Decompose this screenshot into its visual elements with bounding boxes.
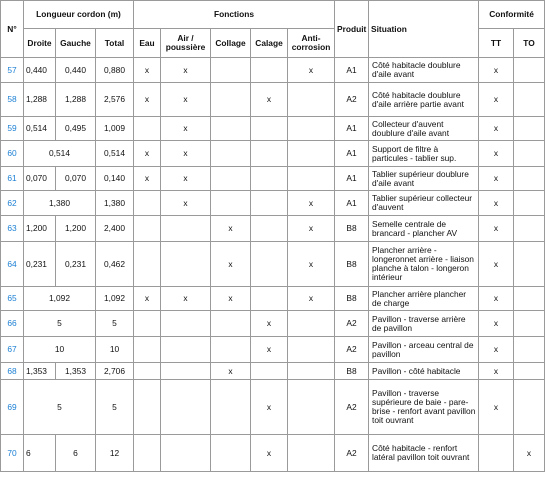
cell-gauche: 0,495 (56, 117, 96, 141)
cell-produit: A1 (335, 191, 369, 216)
cell-anticorrosion: x (288, 191, 335, 216)
cell-total: 1,092 (96, 287, 134, 311)
cell-eau (134, 191, 161, 216)
cell-total: 2,400 (96, 216, 134, 242)
cell-droite: 0,231 (24, 242, 56, 287)
cell-eau: x (134, 287, 161, 311)
cell-eau (134, 216, 161, 242)
cell-air (161, 435, 211, 472)
table-row (1, 435, 545, 472)
cell-tt: x (479, 216, 514, 242)
cell-air (161, 337, 211, 363)
cell-total: 1,380 (96, 191, 134, 216)
header-to: TO (514, 29, 545, 58)
row-number: 65 (1, 287, 24, 311)
cell-collage (211, 117, 251, 141)
cell-anticorrosion: x (288, 242, 335, 287)
cell-collage: x (211, 242, 251, 287)
table-row (1, 363, 545, 380)
row-number: 61 (1, 167, 24, 191)
cell-tt: x (479, 141, 514, 167)
cell-gauche: 0,440 (56, 58, 96, 83)
cell-eau: x (134, 167, 161, 191)
cell-anticorrosion (288, 117, 335, 141)
cell-length-merged: 1,092 (24, 287, 96, 311)
cell-air (161, 363, 211, 380)
cell-air (161, 216, 211, 242)
cell-situation: Côté habitacle doublure d'aile avant (369, 58, 479, 83)
cell-produit: A1 (335, 117, 369, 141)
cell-calage (251, 58, 288, 83)
table-row (1, 58, 545, 83)
cell-situation: Pavillon - traverse supérieure de baie - pare-brise - renfort avant pavillon toit ouvrant (369, 380, 479, 435)
cell-eau (134, 435, 161, 472)
cell-droite: 0,514 (24, 117, 56, 141)
cell-tt: x (479, 363, 514, 380)
table-row (1, 287, 545, 311)
cell-gauche: 1,200 (56, 216, 96, 242)
table-body (1, 58, 545, 472)
cell-collage (211, 83, 251, 117)
cell-tt: x (479, 58, 514, 83)
cell-air: x (161, 117, 211, 141)
cell-tt: x (479, 337, 514, 363)
cell-tt: x (479, 83, 514, 117)
cell-to (514, 242, 545, 287)
cell-eau (134, 380, 161, 435)
cell-calage: x (251, 311, 288, 337)
cell-situation: Plancher arrière plancher de charge (369, 287, 479, 311)
cell-produit: A2 (335, 337, 369, 363)
cell-length-merged: 1,380 (24, 191, 96, 216)
cell-to (514, 380, 545, 435)
cell-anticorrosion (288, 363, 335, 380)
cell-calage (251, 117, 288, 141)
cell-eau (134, 117, 161, 141)
cell-calage: x (251, 380, 288, 435)
cell-collage (211, 191, 251, 216)
cell-collage (211, 141, 251, 167)
cell-droite: 6 (24, 435, 56, 472)
cell-eau (134, 311, 161, 337)
cell-produit: B8 (335, 287, 369, 311)
cell-length-merged: 5 (24, 311, 96, 337)
cell-collage (211, 380, 251, 435)
cell-tt: x (479, 311, 514, 337)
cell-calage (251, 167, 288, 191)
row-number: 62 (1, 191, 24, 216)
cell-collage (211, 337, 251, 363)
cell-situation: Tablier supérieur collecteur d'auvent (369, 191, 479, 216)
cell-tt: x (479, 380, 514, 435)
cell-produit: A1 (335, 141, 369, 167)
table-row (1, 117, 545, 141)
header-air: Air / poussière (161, 29, 211, 58)
cell-to (514, 58, 545, 83)
cell-situation: Support de filtre à particules - tablier sup. (369, 141, 479, 167)
cell-situation: Plancher arrière - longeronnet arrière - liaison planche à talon - longeron intérieur (369, 242, 479, 287)
row-number: 66 (1, 311, 24, 337)
cell-total: 5 (96, 380, 134, 435)
cell-eau (134, 337, 161, 363)
cell-total: 12 (96, 435, 134, 472)
header-droite: Droite (24, 29, 56, 58)
row-number: 64 (1, 242, 24, 287)
cell-total: 2,576 (96, 83, 134, 117)
cell-tt: x (479, 167, 514, 191)
header-functions-group: Fonctions (134, 1, 335, 29)
header-conformite-group: Conformité (479, 1, 545, 29)
cell-length-merged: 10 (24, 337, 96, 363)
table-row (1, 216, 545, 242)
cell-eau (134, 363, 161, 380)
table-row (1, 380, 545, 435)
cell-total: 0,462 (96, 242, 134, 287)
cell-length-merged: 0,514 (24, 141, 96, 167)
cell-gauche: 6 (56, 435, 96, 472)
cell-total: 0,140 (96, 167, 134, 191)
cell-droite: 1,200 (24, 216, 56, 242)
cell-calage (251, 242, 288, 287)
cell-collage: x (211, 363, 251, 380)
cell-situation: Pavillon - arceau central de pavillon (369, 337, 479, 363)
header-calage: Calage (251, 29, 288, 58)
cell-to: x (514, 435, 545, 472)
cell-situation: Collecteur d'auvent doublure d'aile avant (369, 117, 479, 141)
cell-gauche: 1,353 (56, 363, 96, 380)
header-anticorrosion: Anti-corrosion (288, 29, 335, 58)
cell-to (514, 83, 545, 117)
cell-air (161, 242, 211, 287)
cell-gauche: 0,231 (56, 242, 96, 287)
cell-total: 0,880 (96, 58, 134, 83)
header-collage: Collage (211, 29, 251, 58)
cell-tt: x (479, 191, 514, 216)
table-row (1, 167, 545, 191)
header-eau: Eau (134, 29, 161, 58)
cell-produit: A2 (335, 83, 369, 117)
cell-to (514, 191, 545, 216)
row-number: 67 (1, 337, 24, 363)
cell-collage: x (211, 287, 251, 311)
cell-calage (251, 287, 288, 311)
table-row (1, 83, 545, 117)
cell-produit: A2 (335, 311, 369, 337)
row-number: 59 (1, 117, 24, 141)
cell-collage (211, 167, 251, 191)
cell-to (514, 141, 545, 167)
cell-air: x (161, 287, 211, 311)
cell-situation: Côté habitacle - renfort latéral pavillon toit ouvrant (369, 435, 479, 472)
cell-to (514, 337, 545, 363)
cell-to (514, 117, 545, 141)
cell-calage (251, 363, 288, 380)
row-number: 63 (1, 216, 24, 242)
cell-anticorrosion (288, 311, 335, 337)
cell-total: 2,706 (96, 363, 134, 380)
cell-anticorrosion (288, 83, 335, 117)
cell-tt: x (479, 117, 514, 141)
cell-produit: A2 (335, 435, 369, 472)
header-total: Total (96, 29, 134, 58)
cell-air (161, 380, 211, 435)
cell-air: x (161, 58, 211, 83)
cell-situation: Pavillon - traverse arrière de pavillon (369, 311, 479, 337)
cell-to (514, 216, 545, 242)
cell-calage (251, 191, 288, 216)
cell-tt: x (479, 287, 514, 311)
cell-total: 0,514 (96, 141, 134, 167)
table-row (1, 242, 545, 287)
cell-situation: Côté habitacle doublure d'aile arrière partie avant (369, 83, 479, 117)
row-number: 58 (1, 83, 24, 117)
row-number: 60 (1, 141, 24, 167)
header-situation: Situation (369, 1, 479, 58)
cell-to (514, 311, 545, 337)
cell-produit: A1 (335, 167, 369, 191)
cell-to (514, 287, 545, 311)
cell-total: 5 (96, 311, 134, 337)
cell-tt (479, 435, 514, 472)
row-number: 70 (1, 435, 24, 472)
cell-anticorrosion: x (288, 216, 335, 242)
header-produit: Produit (335, 1, 369, 58)
cell-to (514, 167, 545, 191)
cell-situation: Pavillon - côté habitacle (369, 363, 479, 380)
cell-collage (211, 58, 251, 83)
table-row (1, 191, 545, 216)
cell-air: x (161, 191, 211, 216)
cell-anticorrosion (288, 167, 335, 191)
cell-calage (251, 216, 288, 242)
cell-collage (211, 311, 251, 337)
cell-to (514, 363, 545, 380)
cell-gauche: 0,070 (56, 167, 96, 191)
header-length-group: Longueur cordon (m) (24, 1, 134, 29)
cell-collage (211, 435, 251, 472)
table-row (1, 141, 545, 167)
cell-tt: x (479, 242, 514, 287)
row-number: 68 (1, 363, 24, 380)
cell-situation: Tablier supérieur doublure d'aile avant (369, 167, 479, 191)
cell-eau: x (134, 58, 161, 83)
cell-air (161, 311, 211, 337)
cell-produit: B8 (335, 216, 369, 242)
cell-eau (134, 242, 161, 287)
cell-produit: A2 (335, 380, 369, 435)
cell-collage: x (211, 216, 251, 242)
cell-gauche: 1,288 (56, 83, 96, 117)
table-row (1, 337, 545, 363)
cell-length-merged: 5 (24, 380, 96, 435)
cell-produit: A1 (335, 58, 369, 83)
cell-air: x (161, 167, 211, 191)
row-number: 69 (1, 380, 24, 435)
header-gauche: Gauche (56, 29, 96, 58)
cell-produit: B8 (335, 242, 369, 287)
cell-anticorrosion: x (288, 287, 335, 311)
header-num: N° (1, 1, 24, 58)
cell-droite: 0,070 (24, 167, 56, 191)
cell-total: 1,009 (96, 117, 134, 141)
cell-anticorrosion (288, 435, 335, 472)
cell-anticorrosion (288, 380, 335, 435)
cell-droite: 1,288 (24, 83, 56, 117)
cell-eau: x (134, 141, 161, 167)
cell-anticorrosion: x (288, 58, 335, 83)
header-tt: TT (479, 29, 514, 58)
cell-calage: x (251, 337, 288, 363)
cell-total: 10 (96, 337, 134, 363)
cell-eau: x (134, 83, 161, 117)
cell-calage (251, 141, 288, 167)
row-number: 57 (1, 58, 24, 83)
cell-droite: 0,440 (24, 58, 56, 83)
cell-droite: 1,353 (24, 363, 56, 380)
cell-anticorrosion (288, 337, 335, 363)
cell-calage: x (251, 83, 288, 117)
cell-calage: x (251, 435, 288, 472)
cell-produit: B8 (335, 363, 369, 380)
cell-air: x (161, 141, 211, 167)
cell-situation: Semelle centrale de brancard - plancher AV (369, 216, 479, 242)
table-row (1, 311, 545, 337)
cell-anticorrosion (288, 141, 335, 167)
cell-air: x (161, 83, 211, 117)
